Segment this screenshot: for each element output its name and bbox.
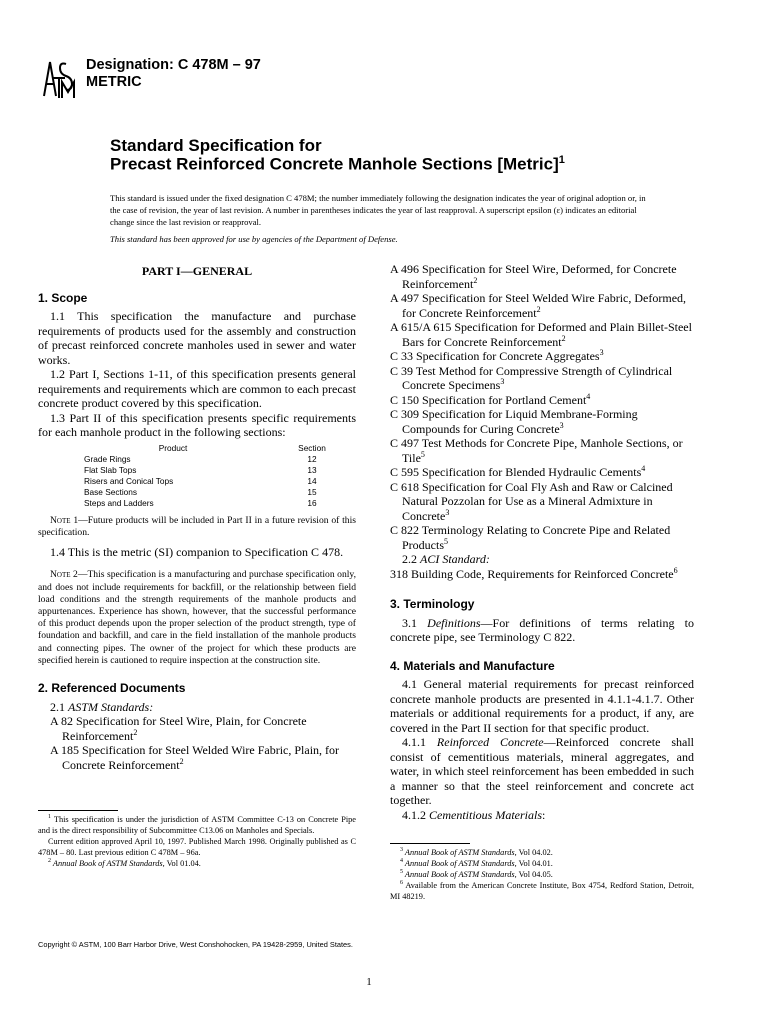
para-text: —For definitions of terms relating to concrete pipe, see Terminology C 822. — [390, 615, 695, 644]
footnote-mark: 2 — [536, 304, 541, 314]
footnote-title: Annual Book of ASTM Standards — [51, 859, 163, 868]
para-2-1 — [38, 700, 356, 715]
reference-text: A 185 Specification for Steel Welded Wire Fabric, Plain, for Concrete Reinforcement — [50, 743, 340, 772]
footnote-mark: 1 — [48, 814, 51, 821]
para-text: —Reinforced concrete shall consist of cementitious materials, mineral aggregates, and water, in which steel reinforcement has been embedded in such a manner so that the steel reinforcement and concrete act together. — [390, 735, 695, 807]
table-row — [84, 498, 332, 509]
right-column — [390, 262, 694, 822]
note-2 — [38, 569, 356, 667]
reference-text: C 150 Specification for Portland Cement — [390, 392, 587, 407]
table-header-row — [84, 443, 332, 454]
reference-item — [390, 436, 694, 465]
reference-text: 318 Building Code, Requirements for Reinforced Concrete — [390, 566, 674, 581]
para-subheading: ACI Standard: — [420, 552, 490, 566]
reference-item — [390, 320, 694, 349]
footnote-mark: 4 — [586, 391, 591, 401]
astm-logo — [40, 56, 78, 100]
para-subheading: Cementitious Materials — [429, 807, 542, 822]
para-1-4: 1.4 This is the metric (SI) companion to Specification C 478. — [50, 544, 344, 559]
footnote-2 — [38, 858, 356, 869]
section-2-heading: 2. Referenced Documents — [38, 681, 186, 696]
footnotes-left — [38, 814, 356, 869]
reference-text: A 497 Specification for Steel Welded Wire Fabric, Deformed, for Concrete Reinforcement — [390, 291, 687, 320]
footnote-mark: 6 — [673, 565, 678, 575]
footnote-text: , Vol 04.01. — [514, 859, 553, 868]
approval-note: This standard has been approved for use by agencies of the Department of Defense. — [110, 234, 398, 244]
para-1-3: 1.3 Part II of this specification presents specific requirements for each manhole product in the following sections: — [38, 410, 356, 439]
reference-item — [390, 465, 694, 480]
metric-label: METRIC — [86, 74, 142, 90]
para-subheading: Reinforced Concrete — [436, 735, 544, 749]
table-row — [84, 465, 332, 476]
para-text: : — [542, 807, 546, 822]
reference-item — [50, 714, 356, 743]
footnote-mark: 2 — [561, 333, 566, 343]
footnote-mark: 2 — [48, 858, 51, 865]
note-label: Note — [50, 514, 71, 526]
footnote-divider — [390, 843, 470, 844]
reference-item — [390, 407, 694, 436]
footnote-text: This specification is under the jurisdiction of ASTM Committee C-13 on Concrete Pipe and is the direct responsibility of Subcommittee C13.06 on Manholes and Specials. — [38, 815, 356, 835]
footnote-title: Annual Book of ASTM Standards — [403, 848, 515, 857]
footnote-mark: 5 — [444, 536, 448, 546]
table-cell: Risers and Conical Tops — [84, 475, 174, 486]
para-subheading: Definitions — [427, 615, 481, 630]
note-label: Note — [50, 569, 71, 581]
part-1-heading: PART I—GENERAL — [141, 264, 253, 278]
footnote-mark: 6 — [400, 880, 403, 887]
section-3-heading: 3. Terminology — [390, 597, 475, 611]
left-column — [38, 262, 356, 772]
reference-item — [390, 567, 694, 582]
table-header: Section — [298, 442, 326, 453]
table-cell: Flat Slab Tops — [84, 464, 137, 475]
title-line-1: Standard Specification for — [110, 136, 322, 155]
table-row — [84, 487, 332, 498]
table-cell: Steps and Ladders — [84, 497, 154, 508]
table-row — [84, 476, 332, 487]
section-4-heading: 4. Materials and Manufacture — [390, 658, 555, 673]
reference-text: C 497 Test Methods for Concrete Pipe, Manhole Sections, or Tile — [390, 436, 683, 465]
para-2-2 — [390, 552, 694, 567]
table-cell: 15 — [307, 486, 317, 497]
para-subheading: ASTM Standards: — [68, 699, 154, 714]
footnotes-right — [390, 847, 694, 902]
footnote-mark: 2 — [473, 275, 478, 285]
note-text: 2—This specification is a manufacturing and purchase specification only, and does not include requirements for backfill, or the relationship between field load conditions and the strength requirements of the manhole products and appurtenances. Experience has shown, however, that the successful performance of this product depends upon the proper selection of the product strength, type of foundation and backfill, and care in the field installation of the manhole products and connecting pipes. The owner of the project for which these products are specified herein is cautioned to require inspection at the construction site. — [38, 569, 356, 666]
footnote-mark: 5 — [400, 869, 403, 876]
para-3-1 — [390, 616, 694, 645]
para-1-2: 1.2 Part I, Sections 1-11, of this specification presents general requirements and requirements which are common to each precast concrete product covered by this specification. — [38, 367, 356, 410]
footnote-mark: 3 — [599, 348, 604, 357]
para-number: 4.1.2 — [402, 807, 429, 822]
reference-item — [390, 393, 694, 408]
note-1 — [38, 515, 356, 539]
footnote-text: , Vol 04.05. — [514, 870, 553, 879]
footnote-3 — [390, 847, 694, 858]
product-section-table — [84, 443, 332, 509]
para-4-1-1 — [390, 735, 694, 808]
footnote-mark: 4 — [400, 858, 403, 865]
page-number: 1 — [366, 976, 372, 988]
footnote-mark: 3 — [445, 507, 450, 517]
para-number: 4.1.1 — [402, 735, 437, 749]
footnote-mark: 2 — [179, 756, 184, 766]
reference-text: C 822 Terminology Relating to Concrete Pipe and Related Products — [390, 523, 671, 552]
para-1-1: 1.1 This specification the manufacture and purchase requirements of products used for the assembly and construction of precast reinforced concrete manholes used in sewer and water works. — [38, 309, 356, 367]
designation: Designation: C 478M – 97 — [86, 57, 261, 73]
reference-text: C 33 Specification for Concrete Aggregates — [390, 349, 600, 363]
footnote-1-edition: Current edition approved April 10, 1997. Published March 1998. Originally published as C 478M – 80. Last previous edition C 478M – 96a. — [38, 837, 356, 857]
footnote-text: Available from the American Concrete Institute, Box 4754, Redford Station, Detroit, MI 48219. — [390, 881, 694, 901]
footnote-text: , Vol 01.04. — [162, 859, 201, 868]
reference-text: A 496 Specification for Steel Wire, Deformed, for Concrete Reinforcement — [390, 262, 677, 291]
reference-text: A 615/A 615 Specification for Deformed and Plain Billet-Steel Bars for Concrete Reinforcement — [390, 320, 692, 349]
table-cell: Base Sections — [84, 486, 138, 497]
footnote-mark: 3 — [500, 377, 505, 386]
footnote-4 — [390, 858, 694, 869]
reference-item — [390, 364, 694, 393]
copyright-notice: Copyright © ASTM, 100 Barr Harbor Drive, West Conshohocken, PA 19428-2959, United States. — [38, 940, 353, 949]
issuance-note: This standard is issued under the fixed designation C 478M; the number immediately following the designation indicates the year of original adoption or, in the case of revision, the year of last revision. A number in parentheses indicates the year of last reapproval. A superscript epsilon (ε) indicates an editorial change since the last revision or reapproval. — [110, 193, 646, 227]
table-cell: 12 — [307, 453, 317, 464]
title-footnote-mark: 1 — [558, 154, 565, 166]
reference-item — [390, 523, 694, 552]
footnote-mark: 3 — [400, 847, 403, 854]
footnote-mark: 2 — [133, 727, 138, 737]
section-1-heading: 1. Scope — [38, 290, 88, 305]
reference-text: C 618 Specification for Coal Fly Ash and Raw or Calcined Natural Pozzolan for Use as a Mineral Admixture in Concrete — [390, 479, 673, 523]
footnote-5 — [390, 869, 694, 880]
footnote-divider — [38, 810, 118, 811]
para-4-1-2 — [390, 808, 694, 823]
table-header: Product — [158, 442, 188, 453]
footnote-mark: 5 — [420, 449, 425, 459]
para-number: 2.2 — [402, 552, 420, 566]
para-number: 3.1 — [402, 615, 428, 630]
table-cell: Grade Rings — [84, 453, 131, 464]
footnote-6 — [390, 880, 694, 902]
footnote-1 — [38, 814, 356, 836]
table-cell: 13 — [307, 464, 317, 475]
title-line-2 — [110, 154, 565, 175]
reference-item — [390, 349, 694, 364]
table-cell: 14 — [307, 475, 317, 486]
reference-text: C 309 Specification for Liquid Membrane-Forming Compounds for Curing Concrete — [390, 407, 638, 436]
reference-text: A 82 Specification for Steel Wire, Plain, for Concrete Reinforcement — [50, 714, 307, 743]
title-text: Precast Reinforced Concrete Manhole Sections [Metric] — [110, 154, 559, 174]
table-cell: 16 — [307, 497, 317, 508]
reference-item — [390, 291, 694, 320]
para-4-1: 4.1 General material requirements for precast reinforced concrete manhole products are presented in 4.1.1-4.1.7. Other materials or additional requirements for a product, if any, are covered in the Part II section for that specific product. — [390, 677, 694, 735]
note-text: 1—Future products will be included in Part II in a future revision of this specification. — [38, 514, 356, 538]
reference-text: C 39 Test Method for Compressive Strength of Cylindrical Concrete Specimens — [390, 363, 673, 392]
footnote-text: , Vol 04.02. — [514, 848, 553, 857]
reference-item — [390, 480, 694, 524]
footnote-title: Annual Book of ASTM Standards — [403, 859, 515, 868]
reference-item — [50, 743, 356, 772]
footnote-mark: 4 — [641, 464, 646, 473]
table-row — [84, 454, 332, 465]
reference-text: C 595 Specification for Blended Hydraulic Cements — [390, 465, 642, 479]
footnote-mark: 3 — [559, 420, 564, 430]
footnote-title: Annual Book of ASTM Standards — [403, 870, 515, 879]
intro-block — [110, 192, 650, 245]
reference-item — [390, 262, 694, 291]
para-number: 2.1 — [50, 699, 68, 714]
